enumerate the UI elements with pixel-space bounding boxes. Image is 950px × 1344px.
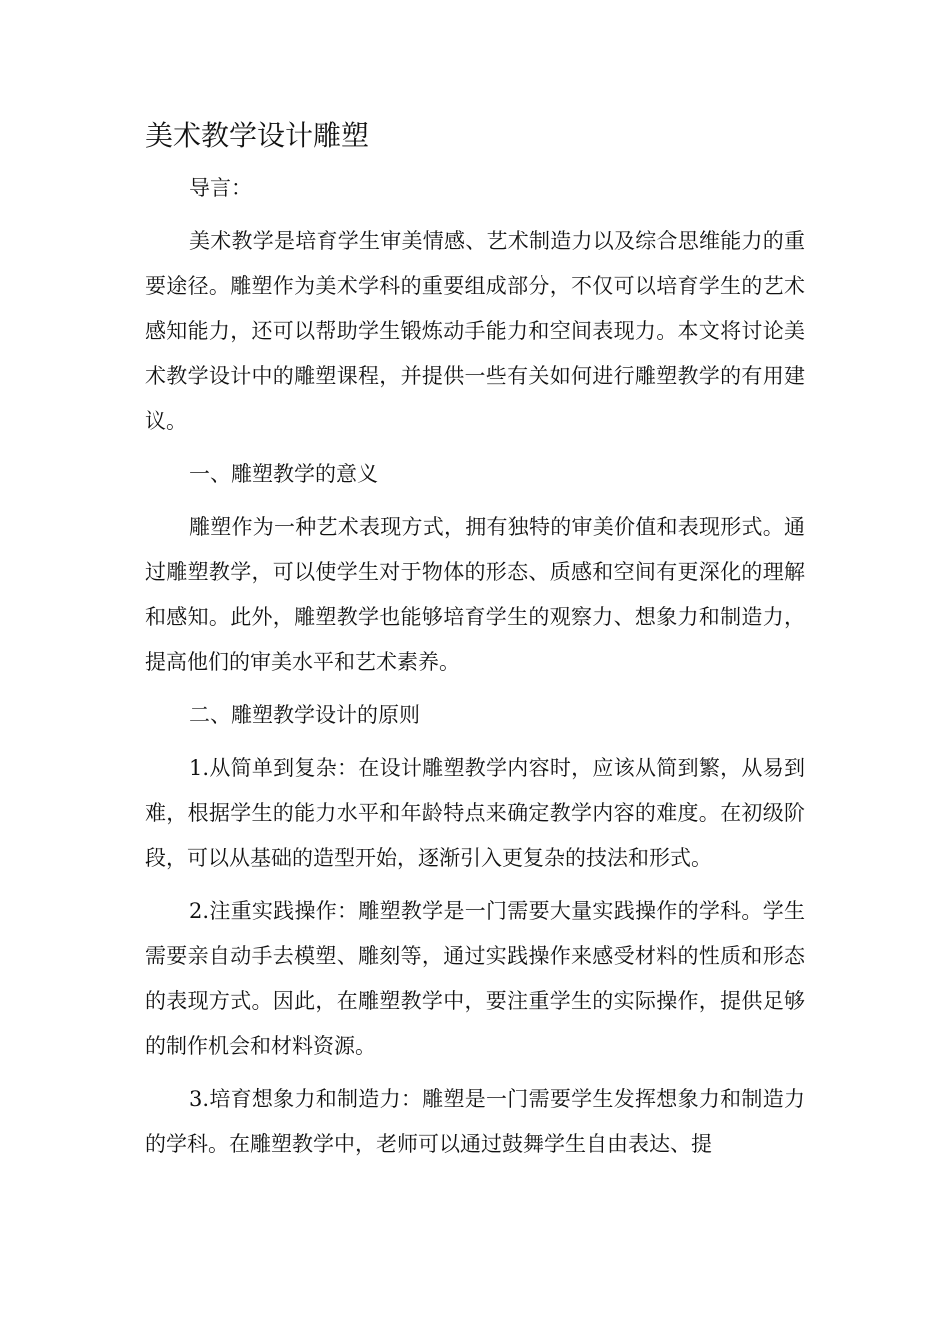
intro-paragraph: 美术教学是培育学生审美情感、艺术制造力以及综合思维能力的重要途径。雕塑作为美术学科的重要组成部分，不仅可以培育学生的艺术感知能力，还可以帮助学生锻炼动手能力和空间表现力。本文将讨论美术教学设计中的雕塑课程，并提供一些有关如何进行雕塑教学的有用建议。 — [145, 229, 805, 433]
significance-paragraph: 雕塑作为一种艺术表现方式，拥有独特的审美价值和表现形式。通过雕塑教学，可以使学生对于物体的形态、质感和空间有更深化的理解和感知。此外，雕塑教学也能够培育学生的观察力、想象力和制造力，提高他们的审美水平和艺术素养。 — [145, 515, 805, 674]
principle-item-2: 2.注重实践操作：雕塑教学是一门需要大量实践操作的学科。学生需要亲自动手去模塑、雕刻等，通过实践操作来感受材料的性质和形态的表现方式。因此，在雕塑教学中，要注重学生的实际操作，提供足够的制作机会和材料资源。 — [145, 899, 805, 1058]
principle-item-3: 3.培育想象力和制造力：雕塑是一门需要学生发挥想象力和制造力的学科。在雕塑教学中，老师可以通过鼓舞学生自由表达、提 — [145, 1087, 805, 1156]
section-heading-principles: 二、雕塑教学设计的原则 — [189, 703, 420, 727]
intro-label: 导言： — [189, 176, 252, 200]
document-body — [145, 116, 805, 1175]
document-title: 美术教学设计雕塑 — [145, 119, 370, 152]
section-heading-significance: 一、雕塑教学的意义 — [189, 462, 378, 486]
principle-item-1: 1.从简单到复杂：在设计雕塑教学内容时，应该从简到繁，从易到难，根据学生的能力水平和年龄特点来确定教学内容的难度。在初级阶段，可以从基础的造型开始，逐渐引入更复杂的技法和形式。 — [145, 756, 805, 870]
